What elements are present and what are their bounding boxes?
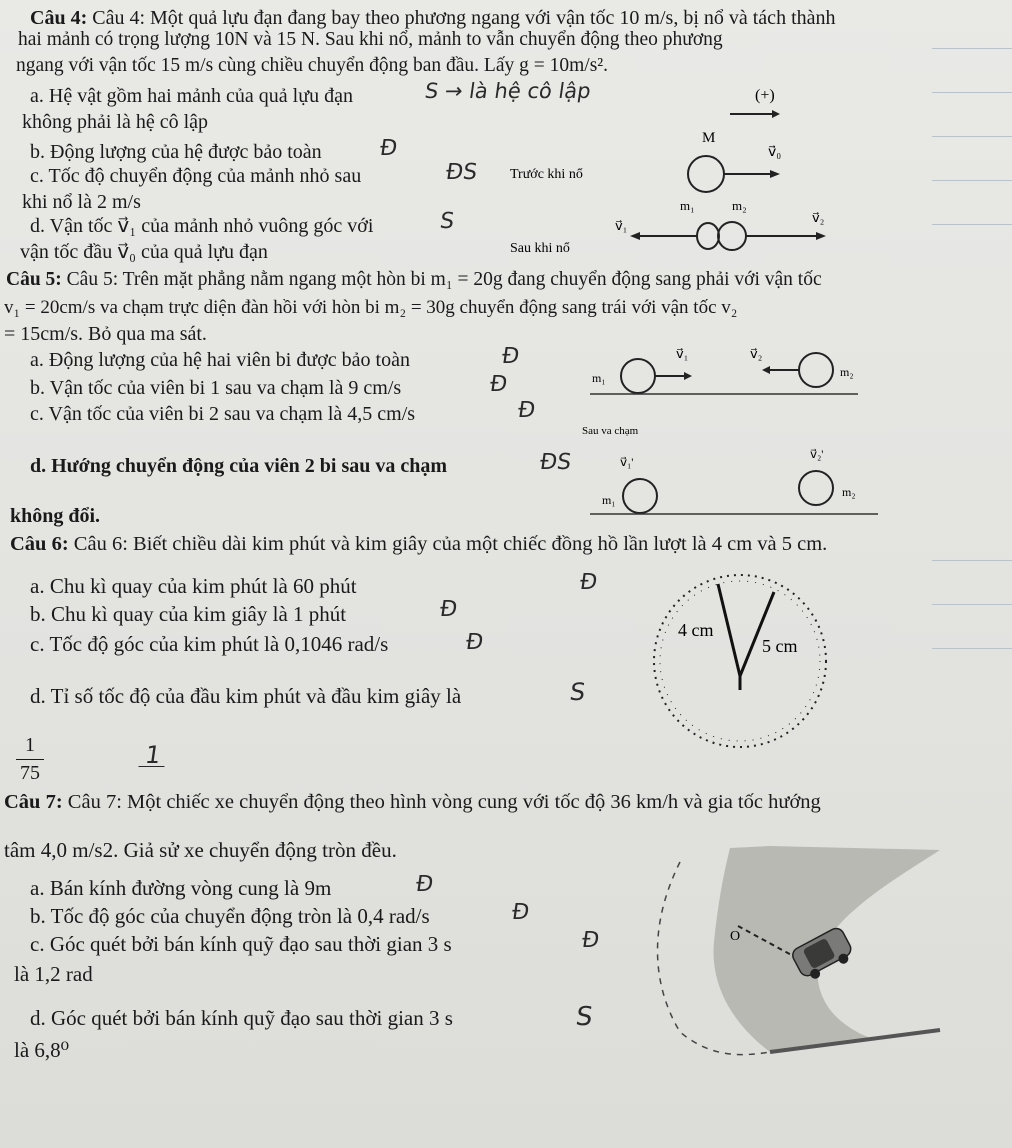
q7-option-d-cont: là 6,8⁰ xyxy=(14,1038,70,1062)
positive-direction-arrowhead xyxy=(772,110,780,118)
ball2-after-circle xyxy=(799,471,833,505)
second-hand xyxy=(740,592,774,676)
q5-v2-label: v⃗₂ xyxy=(750,346,763,361)
q6-answer-b: Đ xyxy=(438,597,459,622)
q5-stem-line-3: = 15cm/s. Bỏ qua ma sát. xyxy=(4,323,207,345)
q5-m2-label: m₂ xyxy=(840,365,854,379)
center-label: O xyxy=(730,929,741,944)
grenade-circle xyxy=(688,156,724,192)
q5-option-d: d. Hướng chuyển động của viên 2 bi sau va chạm xyxy=(30,455,448,477)
q5-collision-figure xyxy=(560,340,890,530)
q4-option-a-cont: không phải là hệ cô lập xyxy=(22,111,209,133)
q5-option-c: c. Vận tốc của viên bi 2 sau va chạm là 4,5 cm/s xyxy=(30,403,416,425)
minute-hand-length-label: 4 cm xyxy=(678,620,714,640)
q7-stem-line-2: tâm 4,0 m/s2. Giả sử xe chuyển động tròn đều. xyxy=(4,838,397,862)
q4-option-b: b. Động lượng của hệ được bảo toàn xyxy=(30,141,322,163)
ball1-circle xyxy=(621,359,655,393)
q5-v1-prime-label: v⃗₁' xyxy=(620,455,634,469)
q6-option-d: d. Tỉ số tốc độ của đầu kim phút và đầu kim giây là xyxy=(30,684,462,708)
v0-arrowhead xyxy=(770,170,780,178)
second-hand-length-label: 5 cm xyxy=(762,636,798,656)
fragment1-label: m₁ xyxy=(680,198,695,213)
ball1-velocity-arrowhead xyxy=(684,372,692,380)
q5-m1-after-label: m₁ xyxy=(602,493,616,507)
q5-m1-label: m₁ xyxy=(592,371,606,385)
q7-option-a: a. Bán kính đường vòng cung là 9m xyxy=(30,876,332,900)
q7-option-d: d. Góc quét bởi bán kính quỹ đạo sau thời gian 3 s xyxy=(30,1006,453,1030)
q5-stem-line-1: Câu 5: Câu 5: Trên mặt phẳng nằm ngang một hòn bi m₁ = 20g đang chuyển động sang phải với vận tốc xyxy=(6,269,822,290)
ruled-line xyxy=(932,92,1012,93)
q7-answer-b: Đ xyxy=(510,900,531,925)
v0-label: v⃗₀ xyxy=(768,145,782,160)
q6-handwritten-answer: 1 xyxy=(138,744,167,767)
q4-stem-line-2: hai mảnh có trọng lượng 10N và 15 N. Sau khi nổ, mảnh to vẫn chuyển động theo phương xyxy=(18,29,723,50)
grenade-mass-label: M xyxy=(702,130,716,146)
fragment2-circle xyxy=(718,222,746,250)
q5-stem-line-2: v₁ = 20cm/s va chạm trực diện đàn hồi với hòn bi m₂ = 30g chuyển động sang trái với vận tốc v₂ xyxy=(4,297,738,318)
q5-answer-a: Đ xyxy=(500,344,521,369)
q6-fraction-denominator: 75 xyxy=(20,762,40,784)
v1-arrowhead xyxy=(630,232,640,240)
fragment1-circle xyxy=(697,223,719,249)
q6-fraction-numerator: 1 xyxy=(25,734,35,756)
q7-answer-c: Đ xyxy=(580,928,601,953)
v2-arrowhead xyxy=(816,232,826,240)
positive-direction-label: (+) xyxy=(755,87,775,104)
ruled-line xyxy=(932,136,1012,137)
v2-label: v⃗₂ xyxy=(812,210,825,225)
ruled-line xyxy=(932,224,1012,225)
q6-option-b: b. Chu kì quay của kim giây là 1 phút xyxy=(30,602,347,626)
ruled-line xyxy=(932,560,1012,561)
fragment2-label: m₂ xyxy=(732,198,747,213)
q4-grenade-figure xyxy=(500,80,840,260)
v1-label: v⃗₁ xyxy=(615,218,628,233)
q4-stem-line-1: Câu 4: Câu 4: Một quả lựu đạn đang bay theo phương ngang với vận tốc 10 m/s, bị nổ và tách thành xyxy=(30,7,836,29)
q5-option-d-cont: không đổi. xyxy=(10,505,101,527)
q6-answer-c: Đ xyxy=(464,630,485,655)
ball2-circle xyxy=(799,353,833,387)
q6-answer-d: S xyxy=(568,678,588,706)
q7-curve-road-figure xyxy=(640,842,1012,1062)
q7-stem-line-1: Câu 7: Câu 7: Một chiếc xe chuyển động theo hình vòng cung với tốc độ 36 km/h và gia tốc hướng xyxy=(4,791,821,813)
q4-answer-b: Đ xyxy=(378,136,399,161)
q5-v2-prime-label: v⃗₂' xyxy=(810,447,824,461)
q5-m2-after-label: m₂ xyxy=(842,485,856,499)
q4-answer-c: ĐS xyxy=(444,160,479,185)
q6-fraction-bar xyxy=(16,759,44,760)
q4-option-d: d. Vận tốc v⃗₁ của mảnh nhỏ vuông góc với xyxy=(30,215,374,237)
ruled-line xyxy=(932,48,1012,49)
ruled-line xyxy=(932,180,1012,181)
ball2-velocity-arrowhead xyxy=(762,366,770,374)
q6-answer-a: Đ xyxy=(578,570,599,595)
q4-option-c-cont: khi nổ là 2 m/s xyxy=(22,191,141,213)
ruled-line xyxy=(932,648,1012,649)
q6-option-a: a. Chu kì quay của kim phút là 60 phút xyxy=(30,574,357,598)
q5-answer-d: ĐS xyxy=(538,450,573,475)
q6-stem: Câu 6: Câu 6: Biết chiều dài kim phút và kim giây của một chiếc đồng hồ lần lượt là 4 cm và 5 cm. xyxy=(10,533,828,555)
q7-answer-d: S xyxy=(573,1002,595,1032)
q7-option-c: c. Góc quét bởi bán kính quỹ đạo sau thời gian 3 s xyxy=(30,932,452,956)
clock-ticks xyxy=(660,581,820,741)
q5-option-a: a. Động lượng của hệ hai viên bi được bảo toàn xyxy=(30,349,410,371)
q5-option-b: b. Vận tốc của viên bi 1 sau va chạm là 9 cm/s xyxy=(30,377,402,399)
q4-option-c: c. Tốc độ chuyển động của mảnh nhỏ sau xyxy=(30,165,362,187)
clock-face xyxy=(654,575,826,747)
q4-stem-line-3: ngang với vận tốc 15 m/s cùng chiều chuyển động ban đầu. Lấy g = 10m/s². xyxy=(16,55,608,76)
ruled-line xyxy=(932,604,1012,605)
minute-hand xyxy=(718,584,740,676)
after-explosion-label: Sau khi nổ xyxy=(510,241,570,256)
q5-v1-label: v⃗₁ xyxy=(676,346,689,361)
q7-option-b: b. Tốc độ góc của chuyển động tròn là 0,4 rad/s xyxy=(30,904,430,928)
q5-answer-b: Đ xyxy=(488,372,509,397)
ball1-after-circle xyxy=(623,479,657,513)
after-collision-label: Sau va chạm xyxy=(582,425,639,437)
q6-fraction xyxy=(16,734,44,785)
before-explosion-label: Trước khi nổ xyxy=(510,167,583,182)
q4-answer-d: S xyxy=(438,209,456,234)
q4-answer-a: S → là hệ cô lập xyxy=(423,79,593,103)
q6-clock-figure xyxy=(640,566,840,756)
q6-option-c: c. Tốc độ góc của kim phút là 0,1046 rad/s xyxy=(30,632,389,656)
q4-option-d-cont: vận tốc đầu v⃗₀ của quả lựu đạn xyxy=(20,241,268,263)
q4-option-a: a. Hệ vật gồm hai mảnh của quả lựu đạn xyxy=(30,85,353,107)
q5-answer-c: Đ xyxy=(516,398,537,423)
q7-answer-a: Đ xyxy=(414,872,435,897)
q7-option-c-cont: là 1,2 rad xyxy=(14,962,93,986)
